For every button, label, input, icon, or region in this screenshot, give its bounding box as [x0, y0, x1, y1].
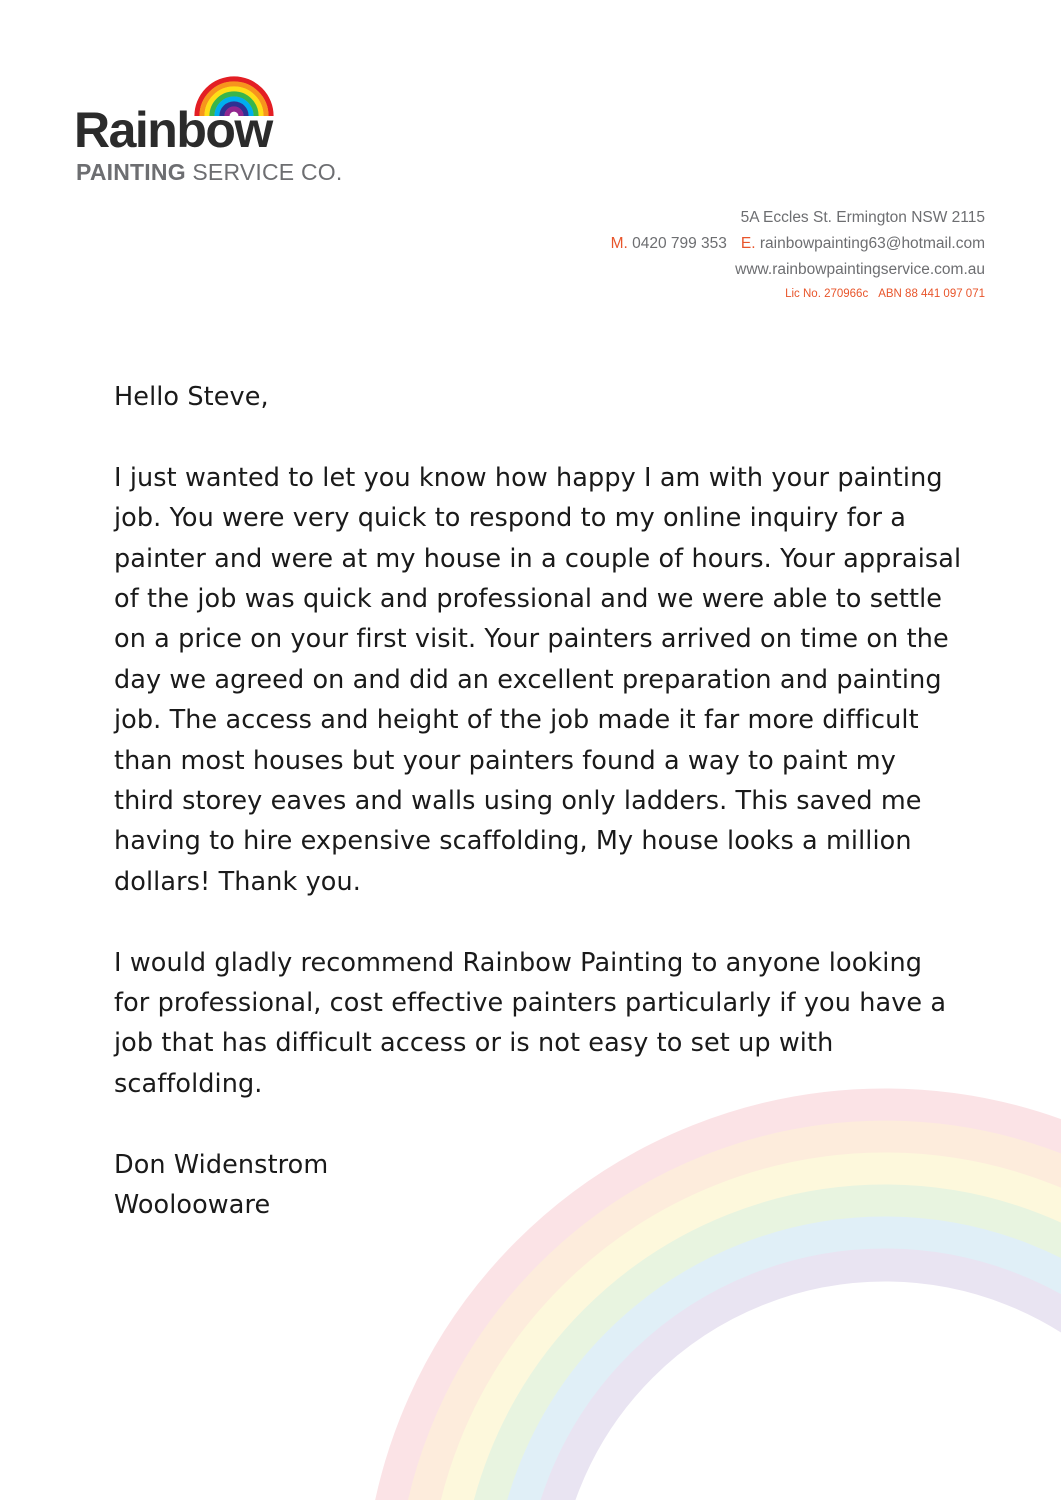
signature-location: Woolooware: [114, 1190, 271, 1221]
logo-tagline-bold: PAINTING: [76, 159, 186, 185]
mobile-number: 0420 799 353: [632, 235, 727, 252]
signature-name: Don Widenstrom: [114, 1149, 329, 1180]
address: 5A Eccles St. Ermington NSW 2115: [740, 209, 985, 226]
letter-paragraph-2: I would gladly recommend Rainbow Painting to anyone looking for professional, cost effective painters particularly if you have a job that has difficult access or is not easy to set up with scaffolding.: [114, 947, 947, 1099]
phone-email-line: [611, 231, 985, 257]
contact-block: [611, 205, 985, 305]
letter-paragraph-1: I just wanted to let you know how happy I am with your painting job. You were very quick to respond to my online inquiry for a painter and were at my house in a couple of hours. Your appraisal of the job was quick and professional and we were able to settle on a price on your first visit. Your painters arrived on time on the day we agreed on and did an excellent preparation and painting job. The access and height of the job made it far more difficult than most houses but your painters found a way to paint my third storey eaves and walls using only ladders. This saved me having to hire expensive scaffolding, My house looks a million dollars! Thank you.: [114, 462, 962, 897]
logo-wordmark: Rainbow: [74, 102, 272, 158]
company-logo: [74, 72, 343, 185]
website: www.rainbowpaintingservice.com.au: [735, 261, 985, 278]
email-address: rainbowpainting63@hotmail.com: [759, 235, 985, 252]
mobile-label: M.: [610, 235, 628, 252]
license-line: [611, 283, 985, 305]
greeting: Hello Steve,: [114, 382, 269, 412]
logo-tagline: [76, 159, 342, 185]
logo-tagline-rest: SERVICE CO.: [192, 159, 343, 185]
email-label: E.: [740, 235, 756, 252]
license-number: Lic No. 270966c: [785, 288, 869, 300]
letter-body: [114, 377, 964, 1225]
abn-number: ABN 88 441 097 071: [878, 288, 985, 300]
